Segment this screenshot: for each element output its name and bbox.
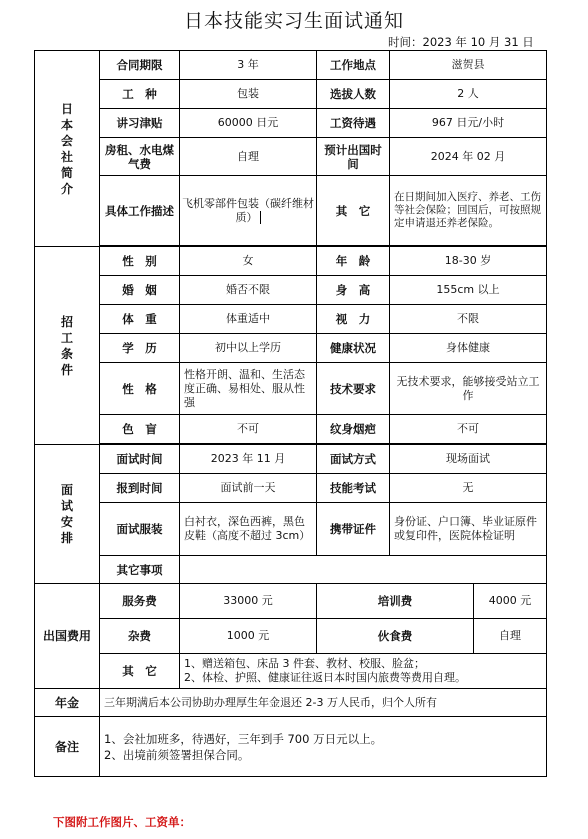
location-label: 工作地点: [317, 51, 390, 80]
section-notes: 备注: [35, 717, 100, 777]
interview-method-label: 面试方式: [317, 445, 390, 474]
location-value: 滋贺县: [390, 51, 547, 80]
company-other-value: 在日期间加入医疗、养老、工伤等社会保险；回国后，可按照规定申请退还养老保险。: [390, 176, 547, 246]
vision-value: 不限: [390, 305, 547, 334]
health-value: 身体健康: [390, 334, 547, 363]
tattoo-label: 纹身烟疤: [317, 415, 390, 444]
service-fee-value: 33000 元: [180, 584, 317, 619]
notice-table: [34, 50, 547, 777]
colorblind-value: 不可: [180, 415, 317, 444]
food-fee-value: 自理: [474, 619, 547, 654]
food-fee-label: 伙食费: [317, 619, 474, 654]
page-title: 日本技能实习生面试通知: [183, 10, 404, 32]
skill-exam-value: 无: [390, 474, 547, 503]
misc-fee-label: 杂费: [100, 619, 180, 654]
departure-value: 2024 年 02 月: [390, 138, 547, 176]
report-time-value: 面试前一天: [180, 474, 317, 503]
wage-label: 工资待遇: [317, 109, 390, 138]
text-caret: [260, 211, 261, 224]
gender-value: 女: [180, 247, 317, 276]
footer-note: 下图附工作图片、工资单：: [53, 815, 191, 829]
fees-other-line2: 2、体检、护照、健康证往返日本时国内旅费等费用自理。: [184, 671, 466, 684]
selection-label: 选拔人数: [317, 80, 390, 109]
fees-other-label: 其 它: [100, 654, 180, 689]
section-fees: 出国费用: [35, 584, 100, 689]
skill-exam-label: 技能考试: [317, 474, 390, 503]
contract-value: 3 年: [180, 51, 317, 80]
selection-value: 2 人: [390, 80, 547, 109]
training-fee-label: 培训费: [317, 584, 474, 619]
education-label: 学 历: [100, 334, 180, 363]
height-value: 155cm 以上: [390, 276, 547, 305]
tattoo-value: 不可: [390, 415, 547, 444]
pension-value: 三年期满后本公司协助办理厚生年金退还 2-3 万人民币，归个人所有: [100, 689, 547, 717]
desc-label: 具体工作描述: [100, 176, 180, 246]
job-value: 包装: [180, 80, 317, 109]
skill-label: 技术要求: [317, 363, 390, 415]
weight-value: 体重适中: [180, 305, 317, 334]
fees-other-line1: 1、赠送箱包、床品 3 件套、教材、校服、脸盆；: [184, 657, 425, 670]
notes-line2: 2、出境前须签署担保合同。: [104, 747, 250, 762]
service-fee-label: 服务费: [100, 584, 180, 619]
company-other-label: 其 它: [317, 176, 390, 246]
notes-line1: 1、会社加班多，待遇好，三年到手 700 万日元以上。: [104, 731, 383, 746]
dress-value: 白衬衣，深色西裤，黑色皮鞋（高度不超过 3cm）: [180, 503, 317, 556]
height-label: 身 高: [317, 276, 390, 305]
health-label: 健康状况: [317, 334, 390, 363]
skill-value: 无技术要求，能够接受站立工作: [390, 363, 547, 415]
stipend-label: 讲习津贴: [100, 109, 180, 138]
housing-value: 自理: [180, 138, 317, 176]
interview-time-label: 面试时间: [100, 445, 180, 474]
documents-label: 携带证件: [317, 503, 390, 556]
interview-other-label: 其它事项: [100, 556, 180, 584]
colorblind-label: 色 盲: [100, 415, 180, 444]
education-value: 初中以上学历: [180, 334, 317, 363]
report-time-label: 报到时间: [100, 474, 180, 503]
section-interview: 面试安排: [35, 445, 100, 584]
notes-value: [100, 717, 547, 777]
section-pension: 年金: [35, 689, 100, 717]
interview-time-value: 2023 年 11 月: [180, 445, 317, 474]
stipend-value: 60000 日元: [180, 109, 317, 138]
job-label: 工 种: [100, 80, 180, 109]
weight-label: 体 重: [100, 305, 180, 334]
documents-value: 身份证、户口簿、毕业证原件或复印件，医院体检证明: [390, 503, 547, 556]
misc-fee-value: 1000 元: [180, 619, 317, 654]
departure-label: 预计出国时间: [317, 138, 390, 176]
marital-label: 婚 姻: [100, 276, 180, 305]
character-label: 性 格: [100, 363, 180, 415]
gender-label: 性 别: [100, 247, 180, 276]
interview-other-value: [180, 556, 547, 584]
contract-label: 合同期限: [100, 51, 180, 80]
section-company: 日本会社简介: [35, 51, 100, 247]
age-label: 年 龄: [317, 247, 390, 276]
notice-date: 时间：2023 年 10 月 31 日: [388, 35, 534, 49]
training-fee-value: 4000 元: [474, 584, 547, 619]
interview-method-value: 现场面试: [390, 445, 547, 474]
desc-value: 飞机零部件包装（碳纤维材质）: [180, 176, 317, 246]
age-value: 18-30 岁: [390, 247, 547, 276]
fees-other-value: [180, 654, 547, 689]
wage-value: 967 日元/小时: [390, 109, 547, 138]
vision-label: 视 力: [317, 305, 390, 334]
housing-label: 房租、水电煤气费: [100, 138, 180, 176]
dress-label: 面试服装: [100, 503, 180, 556]
marital-value: 婚否不限: [180, 276, 317, 305]
section-recruit: 招工条件: [35, 247, 100, 445]
character-value: 性格开朗、温和、生活态度正确、易相处、服从性强: [180, 363, 317, 415]
